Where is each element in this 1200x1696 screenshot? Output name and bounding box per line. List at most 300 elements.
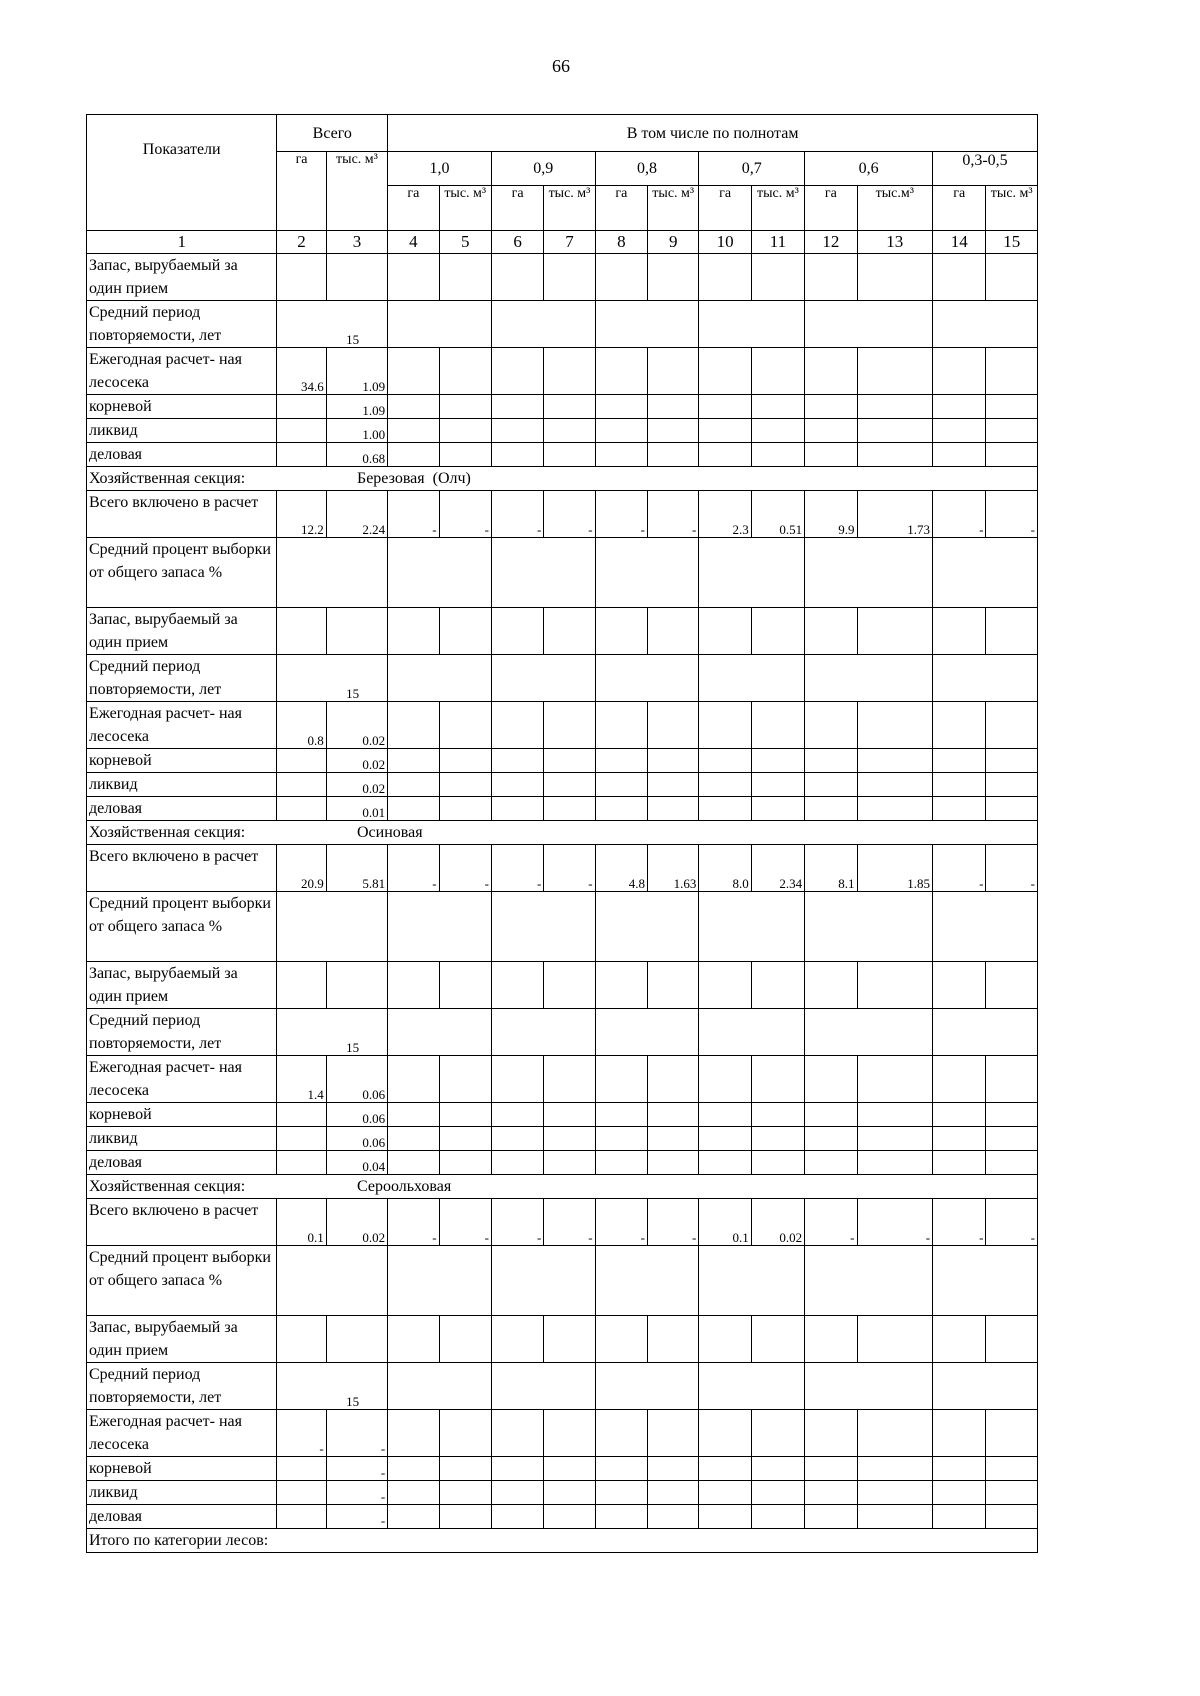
- empty-cell: [933, 1481, 986, 1505]
- empty-cell: [805, 1457, 857, 1481]
- empty-cell: [491, 892, 595, 962]
- vsego-value: 9.9: [805, 491, 857, 538]
- vsego-value: -: [986, 1199, 1038, 1246]
- empty-cell: [648, 1103, 699, 1127]
- empty-cell: [648, 1410, 699, 1457]
- empty-cell: [933, 254, 986, 301]
- empty-cell: [933, 1127, 986, 1151]
- empty-cell: [277, 1457, 326, 1481]
- empty-cell: [751, 348, 804, 395]
- empty-cell: [857, 773, 933, 797]
- empty-cell: [388, 254, 439, 301]
- empty-cell: [986, 962, 1038, 1009]
- empty-cell: [595, 348, 647, 395]
- empty-cell: [544, 254, 595, 301]
- empty-cell: [388, 749, 439, 773]
- empty-cell: [595, 395, 647, 419]
- empty-cell: [439, 1056, 491, 1103]
- empty-cell: [491, 301, 595, 348]
- empty-cell: [933, 301, 1038, 348]
- volume-subheader: тыс.м³: [857, 186, 933, 231]
- delovaya-row: [87, 1151, 1038, 1175]
- empty-cell: [595, 1127, 647, 1151]
- empty-cell: [933, 655, 1038, 702]
- density-header: 1,0: [388, 152, 492, 186]
- empty-cell: [544, 797, 595, 821]
- row-label: деловая: [87, 443, 277, 467]
- empty-cell: [439, 962, 491, 1009]
- col-number: 7: [544, 231, 595, 254]
- lesoseka-ha: -: [277, 1410, 326, 1457]
- empty-cell: [277, 962, 326, 1009]
- empty-cell: [805, 443, 857, 467]
- empty-cell: [751, 395, 804, 419]
- empty-cell: [805, 773, 857, 797]
- density-header: 0,6: [805, 152, 933, 186]
- empty-cell: [388, 797, 439, 821]
- empty-cell: [699, 797, 751, 821]
- empty-cell: [805, 1009, 933, 1056]
- empty-cell: [857, 1410, 933, 1457]
- itogo-row: [87, 1529, 1038, 1553]
- col-number: 9: [648, 231, 699, 254]
- empty-cell: [439, 1505, 491, 1529]
- delovaya-volume: -: [326, 1505, 387, 1529]
- empty-cell: [751, 1316, 804, 1363]
- empty-cell: [751, 608, 804, 655]
- empty-cell: [388, 608, 439, 655]
- section-label: Хозяйственная секция:: [89, 823, 246, 841]
- empty-cell: [857, 1457, 933, 1481]
- allowable-cut-table: [86, 114, 1038, 1553]
- empty-cell: [699, 749, 751, 773]
- total-header: Всего: [277, 115, 388, 152]
- empty-cell: [805, 1103, 857, 1127]
- empty-cell: [986, 1103, 1038, 1127]
- empty-cell: [277, 538, 388, 608]
- empty-cell: [388, 1505, 439, 1529]
- empty-cell: [805, 1316, 857, 1363]
- vsego-value: -: [491, 491, 543, 538]
- empty-cell: [751, 962, 804, 1009]
- empty-cell: [699, 1363, 805, 1410]
- col-number: 12: [805, 231, 857, 254]
- period-row: [87, 655, 1038, 702]
- empty-cell: [595, 443, 647, 467]
- empty-cell: [805, 655, 933, 702]
- empty-cell: [544, 1505, 595, 1529]
- empty-cell: [326, 1316, 387, 1363]
- empty-cell: [491, 1009, 595, 1056]
- kornevoy-row: [87, 1457, 1038, 1481]
- likvid-volume: 0.02: [326, 773, 387, 797]
- empty-cell: [933, 797, 986, 821]
- vsego-value: -: [544, 1199, 595, 1246]
- empty-cell: [805, 538, 933, 608]
- empty-cell: [595, 608, 647, 655]
- vsego-value: -: [933, 1199, 986, 1246]
- empty-cell: [491, 1246, 595, 1316]
- empty-cell: [699, 962, 751, 1009]
- empty-cell: [933, 443, 986, 467]
- empty-cell: [277, 1127, 326, 1151]
- vsego-value: 8.1: [805, 845, 857, 892]
- col-number: 14: [933, 231, 986, 254]
- vsego-value: -: [439, 491, 491, 538]
- period-cell: [277, 1363, 388, 1410]
- empty-cell: [805, 1363, 933, 1410]
- empty-cell: [544, 608, 595, 655]
- percent-row: [87, 1246, 1038, 1316]
- lesoseka-volume: 1.09: [326, 348, 387, 395]
- empty-cell: [751, 1457, 804, 1481]
- empty-cell: [544, 1481, 595, 1505]
- empty-cell: [857, 443, 933, 467]
- row-label: Всего включено в расчет: [87, 1199, 277, 1246]
- empty-cell: [699, 892, 805, 962]
- volume-subheader: тыс. м³: [751, 186, 804, 231]
- empty-cell: [491, 1056, 543, 1103]
- empty-cell: [544, 348, 595, 395]
- section-header: [87, 821, 1038, 845]
- vsego-value: 2.34: [751, 845, 804, 892]
- col-number: 1: [87, 231, 277, 254]
- empty-cell: [699, 395, 751, 419]
- empty-cell: [933, 608, 986, 655]
- empty-cell: [388, 348, 439, 395]
- empty-cell: [699, 702, 751, 749]
- empty-cell: [986, 749, 1038, 773]
- zapas-row: [87, 608, 1038, 655]
- vsego-value: -: [986, 845, 1038, 892]
- empty-cell: [857, 1056, 933, 1103]
- section-header-row: [87, 821, 1038, 845]
- empty-cell: [439, 608, 491, 655]
- empty-cell: [544, 395, 595, 419]
- empty-cell: [439, 1103, 491, 1127]
- row-label: Ежегодная расчет- ная лесосека: [87, 348, 277, 395]
- empty-cell: [491, 702, 543, 749]
- empty-cell: [439, 443, 491, 467]
- empty-cell: [491, 1410, 543, 1457]
- empty-cell: [388, 655, 492, 702]
- row-label: корневой: [87, 395, 277, 419]
- vsego-value: -: [544, 491, 595, 538]
- kornevoy-volume: -: [326, 1457, 387, 1481]
- empty-cell: [857, 1505, 933, 1529]
- period-row: [87, 1009, 1038, 1056]
- empty-cell: [491, 749, 543, 773]
- empty-cell: [648, 1151, 699, 1175]
- vsego-value: 20.9: [277, 845, 326, 892]
- lesoseka-volume: 0.06: [326, 1056, 387, 1103]
- empty-cell: [699, 1103, 751, 1127]
- vsego-value: -: [595, 1199, 647, 1246]
- vsego-value: -: [933, 491, 986, 538]
- empty-cell: [277, 892, 388, 962]
- empty-cell: [857, 348, 933, 395]
- empty-cell: [986, 1056, 1038, 1103]
- empty-cell: [699, 773, 751, 797]
- lesoseka-row: [87, 702, 1038, 749]
- col-number: 6: [491, 231, 543, 254]
- empty-cell: [805, 608, 857, 655]
- empty-cell: [805, 749, 857, 773]
- vsego-row: [87, 1199, 1038, 1246]
- empty-cell: [805, 892, 933, 962]
- empty-cell: [857, 1316, 933, 1363]
- empty-cell: [277, 1481, 326, 1505]
- empty-cell: [388, 419, 439, 443]
- empty-cell: [986, 395, 1038, 419]
- empty-cell: [933, 1103, 986, 1127]
- lesoseka-volume: 0.02: [326, 702, 387, 749]
- empty-cell: [277, 254, 326, 301]
- kornevoy-volume: 1.09: [326, 395, 387, 419]
- empty-cell: [699, 1505, 751, 1529]
- empty-cell: [751, 1127, 804, 1151]
- empty-cell: [595, 1363, 699, 1410]
- vsego-value: -: [805, 1199, 857, 1246]
- empty-cell: [491, 419, 543, 443]
- empty-cell: [439, 395, 491, 419]
- indicators-header: Показатели: [87, 115, 277, 231]
- vsego-value: -: [491, 1199, 543, 1246]
- empty-cell: [805, 962, 857, 1009]
- section-header-row: [87, 467, 1038, 491]
- row-label: Средний период повторяемости, лет: [87, 1363, 277, 1410]
- empty-cell: [699, 655, 805, 702]
- empty-cell: [491, 1505, 543, 1529]
- vsego-value: -: [595, 491, 647, 538]
- empty-cell: [648, 1316, 699, 1363]
- empty-cell: [805, 395, 857, 419]
- empty-cell: [544, 1457, 595, 1481]
- likvid-row: [87, 1481, 1038, 1505]
- kornevoy-row: [87, 749, 1038, 773]
- empty-cell: [439, 254, 491, 301]
- empty-cell: [388, 1056, 439, 1103]
- col-number: 10: [699, 231, 751, 254]
- empty-cell: [388, 1410, 439, 1457]
- empty-cell: [933, 1246, 1038, 1316]
- empty-cell: [933, 348, 986, 395]
- empty-cell: [277, 1505, 326, 1529]
- empty-cell: [491, 1481, 543, 1505]
- empty-cell: [699, 1457, 751, 1481]
- delovaya-volume: 0.68: [326, 443, 387, 467]
- empty-cell: [388, 538, 492, 608]
- by-density-header: В том числе по полнотам: [388, 115, 1038, 152]
- empty-cell: [699, 301, 805, 348]
- row-label: Средний процент выборки от общего запаса %: [87, 1246, 277, 1316]
- empty-cell: [388, 1151, 439, 1175]
- delovaya-row: [87, 443, 1038, 467]
- empty-cell: [388, 301, 492, 348]
- empty-cell: [595, 655, 699, 702]
- vsego-value: 4.8: [595, 845, 647, 892]
- empty-cell: [699, 1009, 805, 1056]
- density-header: 0,8: [595, 152, 699, 186]
- zapas-row: [87, 962, 1038, 1009]
- empty-cell: [986, 419, 1038, 443]
- ha-subheader: га: [491, 186, 543, 231]
- empty-cell: [986, 1316, 1038, 1363]
- row-label: Запас, вырубаемый за один прием: [87, 1316, 277, 1363]
- empty-cell: [595, 1410, 647, 1457]
- row-label: Средний период повторяемости, лет: [87, 1009, 277, 1056]
- empty-cell: [439, 348, 491, 395]
- empty-cell: [699, 1481, 751, 1505]
- empty-cell: [648, 962, 699, 1009]
- vsego-value: -: [388, 491, 439, 538]
- empty-cell: [595, 419, 647, 443]
- empty-cell: [388, 1481, 439, 1505]
- empty-cell: [439, 1410, 491, 1457]
- lesoseka-ha: 0.8: [277, 702, 326, 749]
- empty-cell: [326, 608, 387, 655]
- row-label: Запас, вырубаемый за один прием: [87, 608, 277, 655]
- zapas-row: [87, 1316, 1038, 1363]
- empty-cell: [595, 1505, 647, 1529]
- empty-cell: [491, 1151, 543, 1175]
- empty-cell: [805, 1481, 857, 1505]
- empty-cell: [277, 797, 326, 821]
- likvid-volume: 1.00: [326, 419, 387, 443]
- row-label: корневой: [87, 749, 277, 773]
- empty-cell: [439, 702, 491, 749]
- empty-cell: [805, 1127, 857, 1151]
- empty-cell: [986, 443, 1038, 467]
- ha-subheader: га: [805, 186, 857, 231]
- likvid-row: [87, 1127, 1038, 1151]
- col-number: 5: [439, 231, 491, 254]
- row-label: ликвид: [87, 1127, 277, 1151]
- col-number: 15: [986, 231, 1038, 254]
- empty-cell: [857, 702, 933, 749]
- empty-cell: [544, 773, 595, 797]
- empty-cell: [595, 1246, 699, 1316]
- empty-cell: [439, 749, 491, 773]
- empty-cell: [805, 1505, 857, 1529]
- vsego-value: -: [439, 1199, 491, 1246]
- empty-cell: [595, 1056, 647, 1103]
- row-label: Средний период повторяемости, лет: [87, 655, 277, 702]
- empty-cell: [491, 538, 595, 608]
- empty-cell: [491, 254, 543, 301]
- empty-cell: [699, 608, 751, 655]
- empty-cell: [439, 419, 491, 443]
- empty-cell: [986, 1505, 1038, 1529]
- empty-cell: [544, 702, 595, 749]
- ha-subheader: га: [933, 186, 986, 231]
- empty-cell: [277, 1246, 388, 1316]
- empty-cell: [986, 348, 1038, 395]
- empty-cell: [751, 443, 804, 467]
- empty-cell: [699, 1246, 805, 1316]
- empty-cell: [595, 538, 699, 608]
- empty-cell: [986, 1127, 1038, 1151]
- empty-cell: [986, 1481, 1038, 1505]
- row-label: Запас, вырубаемый за один прием: [87, 962, 277, 1009]
- empty-cell: [388, 702, 439, 749]
- ha-subheader: га: [595, 186, 647, 231]
- empty-cell: [491, 1363, 595, 1410]
- empty-cell: [986, 702, 1038, 749]
- lesoseka-row: [87, 348, 1038, 395]
- empty-cell: [699, 254, 751, 301]
- itogo-label: Итого по категории лесов:: [87, 1529, 1038, 1553]
- empty-cell: [751, 419, 804, 443]
- row-label: Всего включено в расчет: [87, 491, 277, 538]
- section-name: Березовая (Олч): [357, 469, 471, 487]
- vsego-row: [87, 845, 1038, 892]
- empty-cell: [857, 395, 933, 419]
- page-number: 66: [552, 56, 570, 76]
- empty-cell: [805, 419, 857, 443]
- row-label: ликвид: [87, 419, 277, 443]
- empty-cell: [857, 1481, 933, 1505]
- vsego-value: 2.24: [326, 491, 387, 538]
- empty-cell: [277, 1316, 326, 1363]
- vsego-value: 12.2: [277, 491, 326, 538]
- empty-cell: [595, 301, 699, 348]
- row-label: ликвид: [87, 773, 277, 797]
- vsego-value: -: [648, 491, 699, 538]
- section-name: Осиновая: [357, 823, 423, 841]
- empty-cell: [544, 419, 595, 443]
- empty-cell: [805, 348, 857, 395]
- empty-cell: [544, 1056, 595, 1103]
- empty-cell: [857, 962, 933, 1009]
- empty-cell: [857, 608, 933, 655]
- row-label: Средний процент выборки от общего запаса %: [87, 538, 277, 608]
- empty-cell: [751, 1505, 804, 1529]
- empty-cell: [648, 1505, 699, 1529]
- volume-subheader: тыс. м³: [544, 186, 595, 231]
- empty-cell: [595, 892, 699, 962]
- empty-cell: [648, 395, 699, 419]
- density-header: 0,9: [491, 152, 595, 186]
- empty-cell: [805, 1151, 857, 1175]
- empty-cell: [595, 1103, 647, 1127]
- section-name: Сероольховая: [357, 1177, 452, 1195]
- empty-cell: [857, 749, 933, 773]
- empty-cell: [857, 419, 933, 443]
- empty-cell: [595, 1316, 647, 1363]
- empty-cell: [544, 1410, 595, 1457]
- ha-subheader: га: [388, 186, 439, 231]
- empty-cell: [933, 1505, 986, 1529]
- empty-cell: [491, 1316, 543, 1363]
- empty-cell: [277, 1103, 326, 1127]
- vsego-value: 5.81: [326, 845, 387, 892]
- empty-cell: [751, 773, 804, 797]
- empty-cell: [595, 254, 647, 301]
- volume-subheader: тыс. м³: [986, 186, 1038, 231]
- section-header: [87, 1175, 1038, 1199]
- density-header: 0,7: [699, 152, 805, 186]
- total-volume-header: тыс. м³: [326, 152, 387, 231]
- empty-cell: [388, 773, 439, 797]
- empty-cell: [326, 254, 387, 301]
- row-label: Запас, вырубаемый за один прием: [87, 254, 277, 301]
- delovaya-row: [87, 797, 1038, 821]
- empty-cell: [986, 608, 1038, 655]
- row-label: Средний период повторяемости, лет: [87, 301, 277, 348]
- empty-cell: [857, 1103, 933, 1127]
- empty-cell: [933, 1009, 1038, 1056]
